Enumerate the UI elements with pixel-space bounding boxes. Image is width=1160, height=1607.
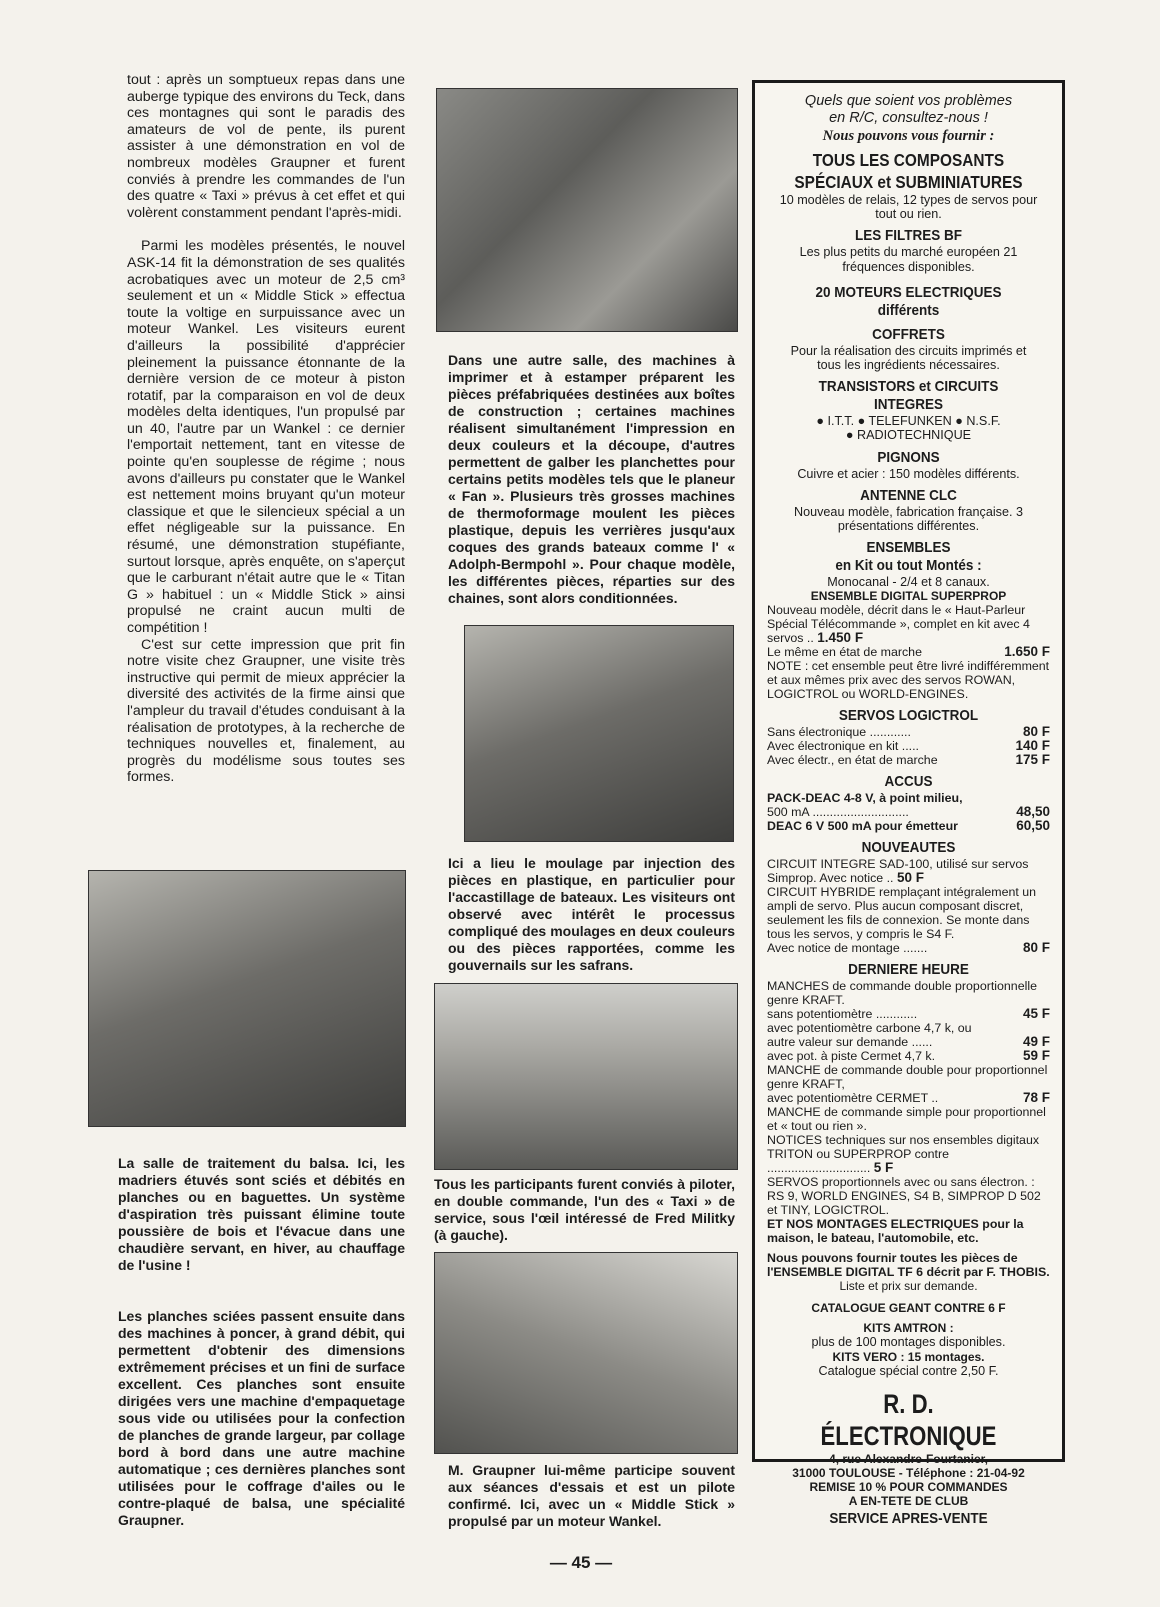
ad-headline-1: TOUS LES COMPOSANTS xyxy=(812,150,1005,170)
ad-ensemble-description: Nouveau modèle, décrit dans le « Haut-Parleur Spécial Télécommande », complet en kit avec 4 servos .. 1.450 F xyxy=(767,603,1030,646)
photo-balsa-room xyxy=(88,870,406,1127)
photo-factory-hall xyxy=(436,88,738,332)
ad-transistors-brands-2: ● RADIOTECHNIQUE xyxy=(845,428,972,443)
ad-ensembles-subheading: en Kit ou tout Montés : xyxy=(835,557,982,575)
ad-dh-notices: NOTICES techniques sur nos ensembles digitaux TRITON ou SUPERPROP contre .............................. 5 F xyxy=(767,1133,1040,1176)
ad-ensembles-canaux: Monocanal - 2/4 et 8 canaux. xyxy=(827,575,990,590)
caption-planches: Les planches sciées passent ensuite dans des machines à poncer, à grand débit, qui permettent d'obtenir des dimensions extrêmement précises et un fini de surface excellent. Ces planches sont ensuite dirigées vers une machine d'empaquetage sous vide ou utilisées pour la confection de planches de grande largeur, par collage bord à bord dans une autre machine automatique ; ces dernières planches sont utilisées pour le coffrage d'ailes ou le contre-plaqué de balsa, une spécialité Graupner. xyxy=(118,1308,405,1528)
photo-graupner-model xyxy=(434,1252,738,1454)
caption-moulage: Ici a lieu le moulage par injection des pièces en plastique, en particulier pour l'accastillage de bateaux. Les visiteurs ont observé avec intérêt le processus compliqué des moulages en deux couleurs ou des pièces rapportées, comme les gouvernails sur les safrans. xyxy=(448,855,735,973)
ad-nouveautes-row: Avec notice de montage ....... 80 F xyxy=(767,940,1050,956)
paragraph-conclusion: C'est sur cette impression que prit fin notre visite chez Graupner, une visite très instructive qui permit de mieux apprécier la diversité des activités de la firme ainsi que l'ampleur du travail d'études conduisant à la réalisation de prototypes, à la recherche de techniques nouvelles et, finalement, au progrès du modélisme sous toutes ses formes. xyxy=(127,636,405,786)
ad-service: SERVICE APRES-VENTE xyxy=(829,1509,988,1527)
ad-relais: 10 modèles de relais, 12 types de servos pour tout ou rien. xyxy=(779,193,1038,222)
ad-accus-heading: ACCUS xyxy=(884,773,933,791)
ad-intro-line1: Quels que soient vos problèmes xyxy=(804,93,1013,109)
ad-servos-row: Sans électronique ............ 80 F xyxy=(767,724,1050,740)
caption-balsa: La salle de traitement du balsa. Ici, les madriers étuvés sont sciés et débités en planches ou en baguettes. Un système d'aspiration très puissant élimine toute poussière de bois et l'évacue dans une chaudière servant, en hiver, au chauffage de l'usine ! xyxy=(118,1155,405,1273)
ad-accus-pack: PACK-DEAC 4-8 V, à point milieu, xyxy=(767,791,963,806)
ad-address-city: 31000 TOULOUSE - Téléphone : 21-04-92 xyxy=(792,1465,1025,1480)
ad-dh-row: sans potentiomètre ............ 45 F xyxy=(767,1006,1050,1022)
ad-dh-row: avec pot. à piste Cermet 4,7 k. 59 F xyxy=(767,1048,1050,1064)
ad-servos-row: Avec électr., en état de marche 175 F xyxy=(767,752,1050,768)
ad-thobis: Nous pouvons fournir toutes les pièces de l'ENSEMBLE DIGITAL TF 6 décrit par F. THOBIS. xyxy=(767,1251,1050,1280)
ad-company-name: R. D. ÉLECTRONIQUE xyxy=(820,1388,997,1451)
ad-pignons-text: Cuivre et acier : 150 modèles différents. xyxy=(797,466,1020,481)
ad-moteurs-heading: 20 MOTEURS ELECTRIQUES différents xyxy=(815,283,1002,319)
ad-dh-row: avec potentiomètre carbone 4,7 k, ou xyxy=(767,1021,972,1036)
caption-graupner: M. Graupner lui-même participe souvent aux séances d'essais et est un pilote confirmé. Ici, avec un « Middle Stick » propulsé par un moteur Wankel. xyxy=(448,1462,735,1529)
ad-dh-row: autre valeur sur demande ...... 49 F xyxy=(767,1034,1050,1050)
ad-nouveautes-heading: NOUVEAUTES xyxy=(861,839,956,857)
ad-derniere-heure-manches: MANCHES de commande double proportionnelle genre KRAFT. xyxy=(767,979,1037,1008)
caption-participants: Tous les participants furent conviés à piloter, en double commande, l'un des « Taxi » de service, sous l'œil intéressé de Fred Militky (à gauche). xyxy=(434,1176,735,1243)
ad-ensembles-heading: ENSEMBLES xyxy=(866,539,951,557)
caption-salle-block xyxy=(448,352,735,607)
ad-nouveautes-sad100: CIRCUIT INTEGRE SAD-100, utilisé sur servos Simprop. Avec notice .. 50 F xyxy=(767,857,1029,886)
ad-dh-servos: SERVOS proportionnels avec ou sans électron. : RS 9, WORLD ENGINES, S4 B, SIMPROP D 502 et TINY, LOGICTROL. xyxy=(767,1175,1041,1218)
ad-kits-amtron-text: plus de 100 montages disponibles. xyxy=(811,1335,1006,1350)
ad-servos-heading: SERVOS LOGICTROL xyxy=(838,707,979,725)
ad-intro-line2: en R/C, consultez-nous ! xyxy=(829,110,988,126)
caption-moulage-block xyxy=(448,855,735,974)
ad-transistors-heading: TRANSISTORS et CIRCUITS INTEGRES xyxy=(818,378,999,414)
ad-kits-catalogue: Catalogue spécial contre 2,50 F. xyxy=(818,1363,999,1378)
ad-catalogue: CATALOGUE GEANT CONTRE 6 F xyxy=(811,1301,1006,1316)
ad-ensemble-row: Le même en état de marche 1.650 F xyxy=(767,644,1050,660)
photo-participants-flying xyxy=(434,983,738,1170)
ad-intro-line3: Nous pouvons vous fournir : xyxy=(822,128,995,144)
ad-ensemble-note: NOTE : cet ensemble peut être livré indifféremment et aux mêmes prix avec des servos ROWAN, LOGICTROL ou WORLD-ENGINES. xyxy=(767,659,1050,702)
caption-salle: Dans une autre salle, des machines à imprimer et à estamper préparent les pièces préfabriquées destinées aux boîtes de construction ; certaines machines réalisent simultanément l'impression en deux couleurs et la découpe, d'autres permettent de galber les planchettes pour certains petits modèles tels que le planeur « Fan ». Plusieurs très grosses machines de thermoformage moulent les pièces plastique, depuis les verrières jusqu'aux coques des grands bateaux comme l' « Adolph-Bermpohl ». Pour chaque modèle, les différentes pièces, réparties sur des chaines, sont alors conditionnées. xyxy=(448,352,735,606)
ad-thobis-liste: Liste et prix sur demande. xyxy=(839,1279,978,1294)
ad-kits-amtron: KITS AMTRON : xyxy=(863,1321,954,1336)
page-number: — 45 — xyxy=(549,1553,613,1572)
ad-transistors-brands: ● I.T.T. ● TELEFUNKEN ● N.S.F. xyxy=(816,414,1001,429)
ad-derniere-heure-heading: DERNIERE HEURE xyxy=(848,961,969,979)
ad-dh-manche-double: MANCHE de commande double pour proportionnel genre KRAFT, xyxy=(767,1063,1048,1092)
ad-nouveautes-hybride: CIRCUIT HYBRIDE remplaçant intégralement un ampli de servo. Plus aucun composant discret, seulement les fils de connexion. Se monte dans tous les servos, y compris le S4 F. xyxy=(767,885,1037,942)
ad-accus-row: DEAC 6 V 500 mA pour émetteur 60,50 xyxy=(767,818,1050,834)
ad-coffrets-text: Pour la réalisation des circuits imprimés et tous les ingrédients nécessaires. xyxy=(790,343,1027,373)
paragraph-intro: tout : après un somptueux repas dans une auberge typique des environs du Teck, dans ces montagnes qui sont le paradis des amateurs de vol de pente, ils purent assister à une démonstration en vol de nombreux modèles Graupner et furent conviés à prendre les commandes de l'un des quatre « Taxi » prévus à cet effet et qui volèrent constamment pendant l'après-midi. xyxy=(127,72,405,221)
ad-filtres-text: Les plus petits du marché européen 21 fréquences disponibles. xyxy=(799,245,1018,274)
caption-participants-block xyxy=(434,1176,735,1244)
ad-antenne-text: Nouveau modèle, fabrication française. 3 présentations différentes. xyxy=(794,504,1023,534)
paragraph-models: Parmi les modèles présentés, le nouvel ASK-14 fit la démonstration de ses qualités acrobatiques avec un moteur de 2,5 cm³ seulement et un « Middle Stick » effectua toute la voltige en surpuissance avec un moteur Wankel. Les visiteurs eurent d'ailleurs la possibilité d'apprécier pleinement la puissance étonnante de la dernière version de ce moteur à piston rotatif, par la comparaison en vol de deux modèles delta identiques, l'un propulsé par un 40, l'autre par un Wankel : ce dernier l'emportait nettement, tant en vitesse de pointe qu'en souplesse de régime ; nous avons d'ailleurs pu constater que le Wankel est nettement moins bruyant qu'un moteur classique et que le silencieux spécial a un effet négligeable sur la puissance. En résumé, une démonstration stupéfiante, surtout lorsque, après enquête, on s'aperçut que le carburant n'était autre que le « Titan G » habituel : un « Middle Stick » ainsi propulsé ne craint aucun multi de compétition ! xyxy=(127,238,405,636)
ad-pignons-heading: PIGNONS xyxy=(877,448,940,466)
ad-dh-montages: ET NOS MONTAGES ELECTRIQUES pour la maison, le bateau, l'automobile, etc. xyxy=(767,1217,1024,1246)
ad-kits-vero: KITS VERO : 15 montages. xyxy=(832,1349,985,1364)
ad-servos-price-list xyxy=(767,725,1050,767)
photo-injection-moulding xyxy=(464,625,734,842)
ad-coffrets-heading: COFFRETS xyxy=(872,325,945,343)
caption-graupner-block xyxy=(448,1462,735,1530)
ad-headline-2: SPÉCIAUX et SUBMINIATURES xyxy=(794,172,1023,192)
ad-derniere-heure-price-list xyxy=(767,1007,1050,1063)
ad-address-street: 4, rue Alexandre-Fourtanier, xyxy=(829,1451,988,1466)
ad-servos-row: Avec électronique en kit ..... 140 F xyxy=(767,738,1050,754)
column-left-captions xyxy=(118,1155,405,1529)
ad-entete: A EN-TETE DE CLUB xyxy=(848,1493,969,1508)
ad-accus-row: 500 mA ............................ 48,50 xyxy=(767,804,1050,820)
ad-dh-cermet-row: avec potentiomètre CERMET .. 78 F xyxy=(767,1090,1050,1106)
ad-ensemble-superprop: ENSEMBLE DIGITAL SUPERPROP xyxy=(810,589,1007,604)
advertisement-rd-electronique xyxy=(752,80,1065,1527)
column-left xyxy=(127,72,405,786)
ad-filtres-heading: LES FILTRES BF xyxy=(854,227,962,245)
ad-antenne-heading: ANTENNE CLC xyxy=(860,486,957,504)
ad-dh-manche-simple: MANCHE de commande simple pour proportionnel et « tout ou rien ». xyxy=(767,1105,1046,1134)
ad-remise: REMISE 10 % POUR COMMANDES xyxy=(809,1479,1008,1494)
